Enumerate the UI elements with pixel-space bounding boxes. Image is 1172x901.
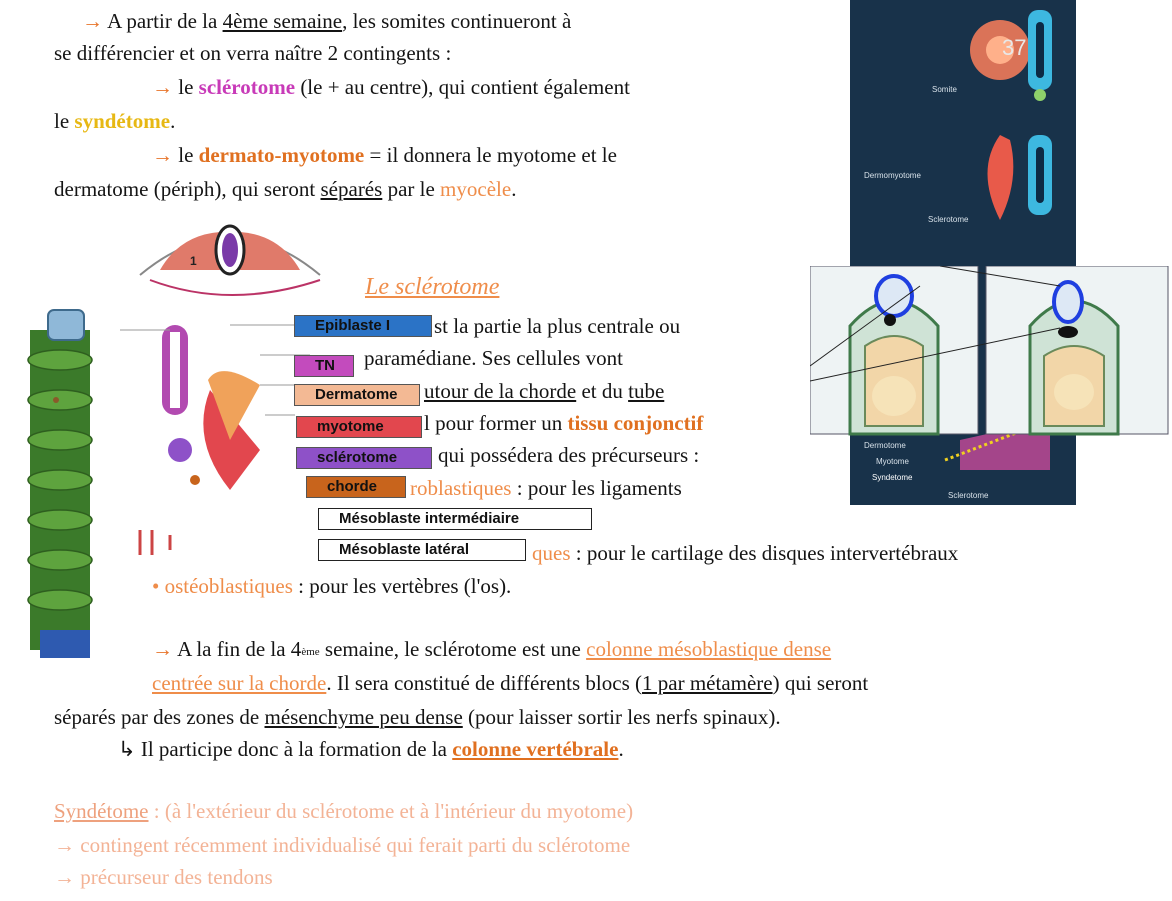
- body-line-3: utour de la chorde et du tube: [424, 379, 665, 403]
- figure-label-dermomyotome: Dermomyotome: [864, 171, 921, 180]
- somite-number: 1: [190, 254, 197, 268]
- section-title-sclerotome: Le sclérotome: [365, 274, 500, 300]
- label-mesoblaste-intermediaire: Mésoblaste intermédiaire: [318, 508, 592, 530]
- label-chorde: chorde: [306, 476, 406, 498]
- sclerotome-shape: [168, 438, 192, 462]
- body-line-7: ques : pour le cartilage des disques intervertébraux: [532, 541, 959, 565]
- syndetome-line-2: → contingent récemment individualisé qui ferait parti du sclérotome: [54, 833, 631, 857]
- notochord-1: [1034, 89, 1046, 101]
- para2-line-2: centrée sur la chorde. Il sera constitué de différents blocs (1 par métamère) qui seront: [152, 671, 869, 695]
- notochord-right: [1058, 326, 1078, 338]
- column-base: [40, 630, 90, 658]
- neural-tube-lumen: [170, 332, 180, 408]
- body-line-2: paramédiane. Ses cellules vont: [364, 346, 623, 370]
- intro-line-3: → le sclérotome (le + au centre), qui contient également: [152, 75, 630, 99]
- label-myotome: myotome: [296, 416, 422, 438]
- intro-line-2: se différencier et on verra naître 2 contingents :: [54, 41, 452, 65]
- figure-label-sclerotome: Sclerotome: [928, 215, 969, 224]
- label-mesoblaste-lateral: Mésoblaste latéral: [318, 539, 526, 561]
- intro-line-1: → A partir de la 4ème semaine, les somites continueront à: [82, 9, 572, 33]
- label-epiblaste: Epiblaste I: [294, 315, 432, 337]
- neural-canal: [222, 233, 238, 267]
- neural-tube-ring-right: [1054, 282, 1082, 322]
- body-line-8: • ostéoblastiques : pour les vertèbres (l'os).: [152, 574, 512, 598]
- curve-line: [150, 280, 320, 295]
- label-dermatome: Dermatome: [294, 384, 420, 406]
- para2-line-1: → A la fin de la 4ème semaine, le sclérotome est une colonne mésoblastique dense: [152, 637, 832, 661]
- figure-label-dermotome: Dermotome: [864, 441, 906, 450]
- figure-label-somite: Somite: [932, 85, 957, 94]
- intro-line-4: le syndétome.: [54, 109, 176, 133]
- syndetome-line-1: Syndétome : (à l'extérieur du sclérotome et à l'intérieur du myotome): [54, 799, 634, 823]
- figure-label-syndetome: Syndetome: [872, 473, 913, 482]
- figure-page-number: 37: [1002, 35, 1027, 60]
- label-tn: TN: [294, 355, 354, 377]
- embryo-cross-sections: [810, 266, 1170, 436]
- label-sclerotome: sclérotome: [296, 447, 432, 469]
- figure-label-myotome: Myotome: [876, 457, 909, 466]
- body-line-1: st la partie la plus centrale ou: [434, 314, 681, 338]
- body-line-6: roblastiques : pour les ligaments: [410, 476, 682, 500]
- lateral-mesoderm-lines: [140, 530, 170, 555]
- para2-line-3: séparés par des zones de mésenchyme peu dense (pour laisser sortir les nerfs spinaux).: [54, 705, 781, 729]
- intro-line-5: → le dermato-myotome = il donnera le myotome et le: [152, 143, 617, 167]
- intro-line-6: dermatome (périph), qui seront séparés par le myocèle.: [54, 177, 517, 201]
- figure-label-sclerotome-2: Sclerotome: [948, 491, 989, 500]
- notochord-left: [884, 314, 896, 326]
- vertebral-column-illustration: [20, 300, 120, 660]
- column-top-vertebra: [48, 310, 84, 340]
- body-line-4: l pour former un tissu conjonctif: [424, 411, 704, 435]
- somite-right: [240, 232, 300, 270]
- syndetome-line-3: → précurseur des tendons: [54, 865, 273, 889]
- column-dot: [53, 397, 59, 403]
- chorde-shape: [190, 475, 200, 485]
- para2-line-4: ↳ Il participe donc à la formation de la colonne vertébrale.: [118, 737, 624, 761]
- body-line-5: qui possédera des précurseurs :: [438, 443, 700, 467]
